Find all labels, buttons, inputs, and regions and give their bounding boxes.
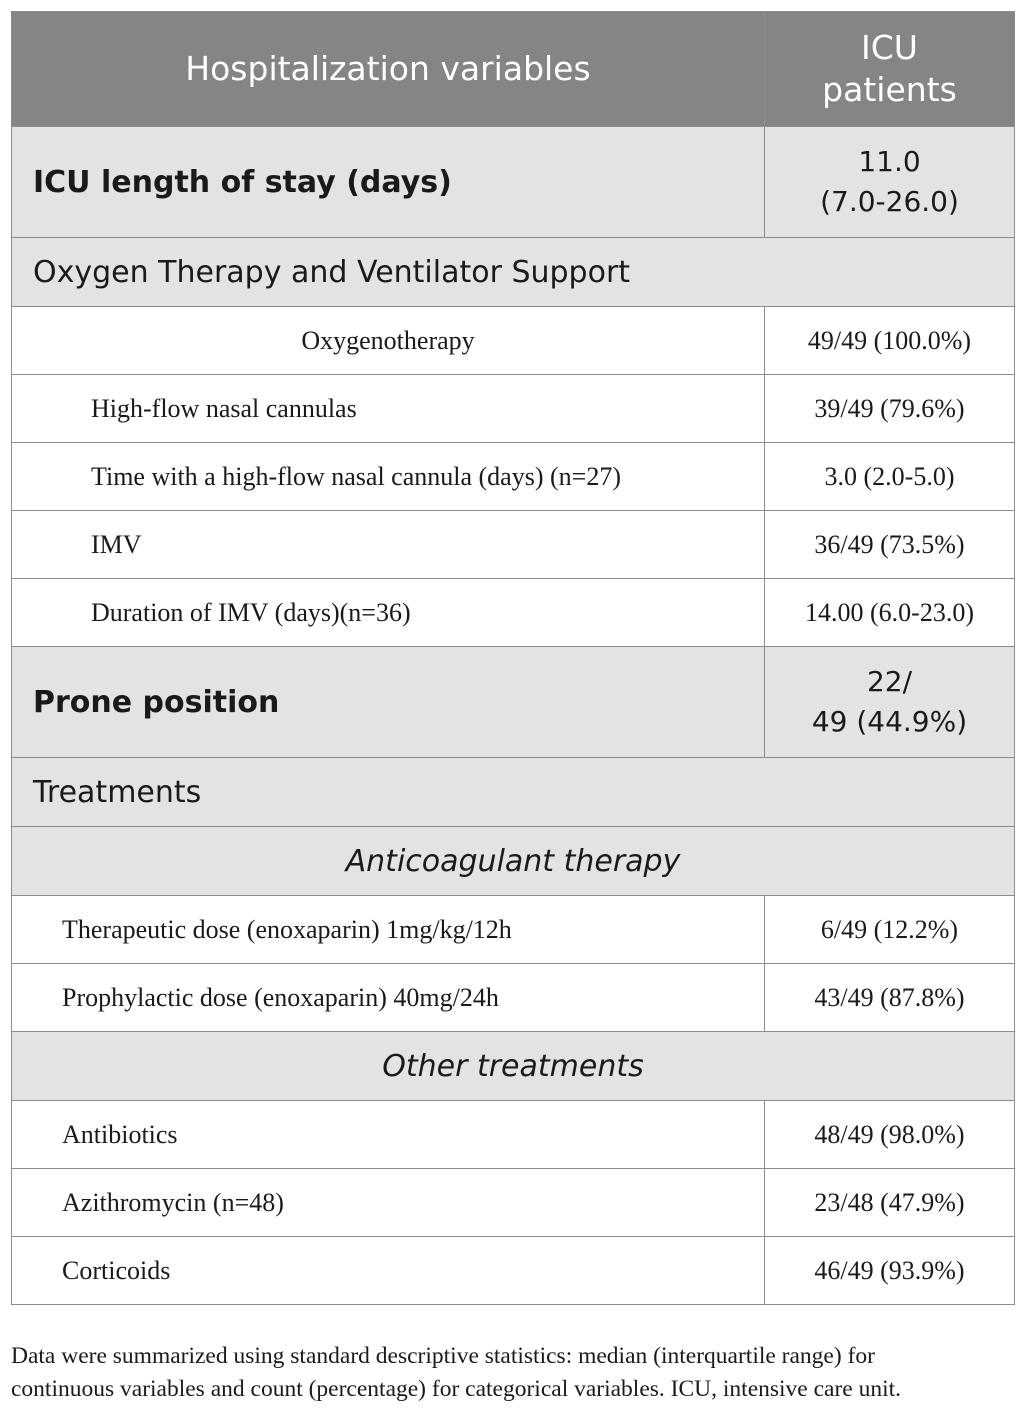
row-value-azithromycin: 23/48 (47.9%) [765, 1169, 1015, 1237]
row-label-corticoids: Corticoids [12, 1237, 765, 1305]
row-value-prone [765, 647, 1015, 758]
footnote-line-2: continuous variables and count (percentage) for categorical variables. ICU, intensive care unit. [11, 1376, 902, 1402]
hospitalization-table [11, 11, 1015, 1305]
section-treatments: Treatments [12, 758, 1015, 827]
row-value-imv: 36/49 (73.5%) [765, 511, 1015, 579]
header-icu-line1: ICU [861, 28, 918, 67]
table-row [12, 579, 1015, 647]
row-label-oxygenotherapy: Oxygenotherapy [12, 307, 765, 375]
table-row [12, 1237, 1015, 1305]
row-label-icu-los: ICU length of stay (days) [12, 127, 765, 238]
row-value-hfnc: 39/49 (79.6%) [765, 375, 1015, 443]
table-row [12, 307, 1015, 375]
row-value-corticoids: 46/49 (93.9%) [765, 1237, 1015, 1305]
section-row [12, 1032, 1015, 1101]
section-row [12, 758, 1015, 827]
table-row [12, 375, 1015, 443]
table-header-row [12, 12, 1015, 127]
row-value-prophylactic-dose: 43/49 (87.8%) [765, 964, 1015, 1032]
section-other-treatments: Other treatments [12, 1032, 1015, 1101]
header-icu-line2: patients [822, 70, 957, 109]
section-oxygen-therapy: Oxygen Therapy and Ventilator Support [12, 238, 1015, 307]
section-row [12, 238, 1015, 307]
row-label-azithromycin: Azithromycin (n=48) [12, 1169, 765, 1237]
row-label-hfnc: High-flow nasal cannulas [12, 375, 765, 443]
table-row [12, 1169, 1015, 1237]
row-label-prophylactic-dose: Prophylactic dose (enoxaparin) 40mg/24h [12, 964, 765, 1032]
hospitalization-table-container [11, 11, 1014, 1305]
table-row [12, 443, 1015, 511]
row-label-antibiotics: Antibiotics [12, 1101, 765, 1169]
table-footnote [11, 1340, 1021, 1406]
header-variables-label: Hospitalization variables [185, 49, 591, 88]
row-label-therapeutic-dose: Therapeutic dose (enoxaparin) 1mg/kg/12h [12, 896, 765, 964]
row-value-oxygenotherapy: 49/49 (100.0%) [765, 307, 1015, 375]
row-value-therapeutic-dose: 6/49 (12.2%) [765, 896, 1015, 964]
row-label-prone: Prone position [12, 647, 765, 758]
table-row [12, 511, 1015, 579]
section-row [12, 827, 1015, 896]
table-row [12, 127, 1015, 238]
icu-los-median: 11.0 [858, 145, 921, 178]
row-value-antibiotics: 48/49 (98.0%) [765, 1101, 1015, 1169]
row-label-imv-duration: Duration of IMV (days)(n=36) [12, 579, 765, 647]
prone-total: 49 (44.9%) [811, 705, 968, 738]
section-anticoagulant: Anticoagulant therapy [12, 827, 1015, 896]
table-row [12, 1101, 1015, 1169]
header-variables [12, 12, 765, 127]
table-row [12, 896, 1015, 964]
footnote-line-1: Data were summarized using standard descriptive statistics: median (interquartile range) for [11, 1343, 875, 1369]
row-label-hfnc-time: Time with a high-flow nasal cannula (days) (n=27) [12, 443, 765, 511]
row-value-imv-duration: 14.00 (6.0-23.0) [765, 579, 1015, 647]
row-value-icu-los [765, 127, 1015, 238]
table-row [12, 964, 1015, 1032]
icu-los-iqr: (7.0-26.0) [820, 185, 959, 218]
header-icu-patients [765, 12, 1015, 127]
table-row [12, 647, 1015, 758]
prone-count: 22/ [866, 665, 913, 698]
row-label-imv: IMV [12, 511, 765, 579]
row-value-hfnc-time: 3.0 (2.0-5.0) [765, 443, 1015, 511]
